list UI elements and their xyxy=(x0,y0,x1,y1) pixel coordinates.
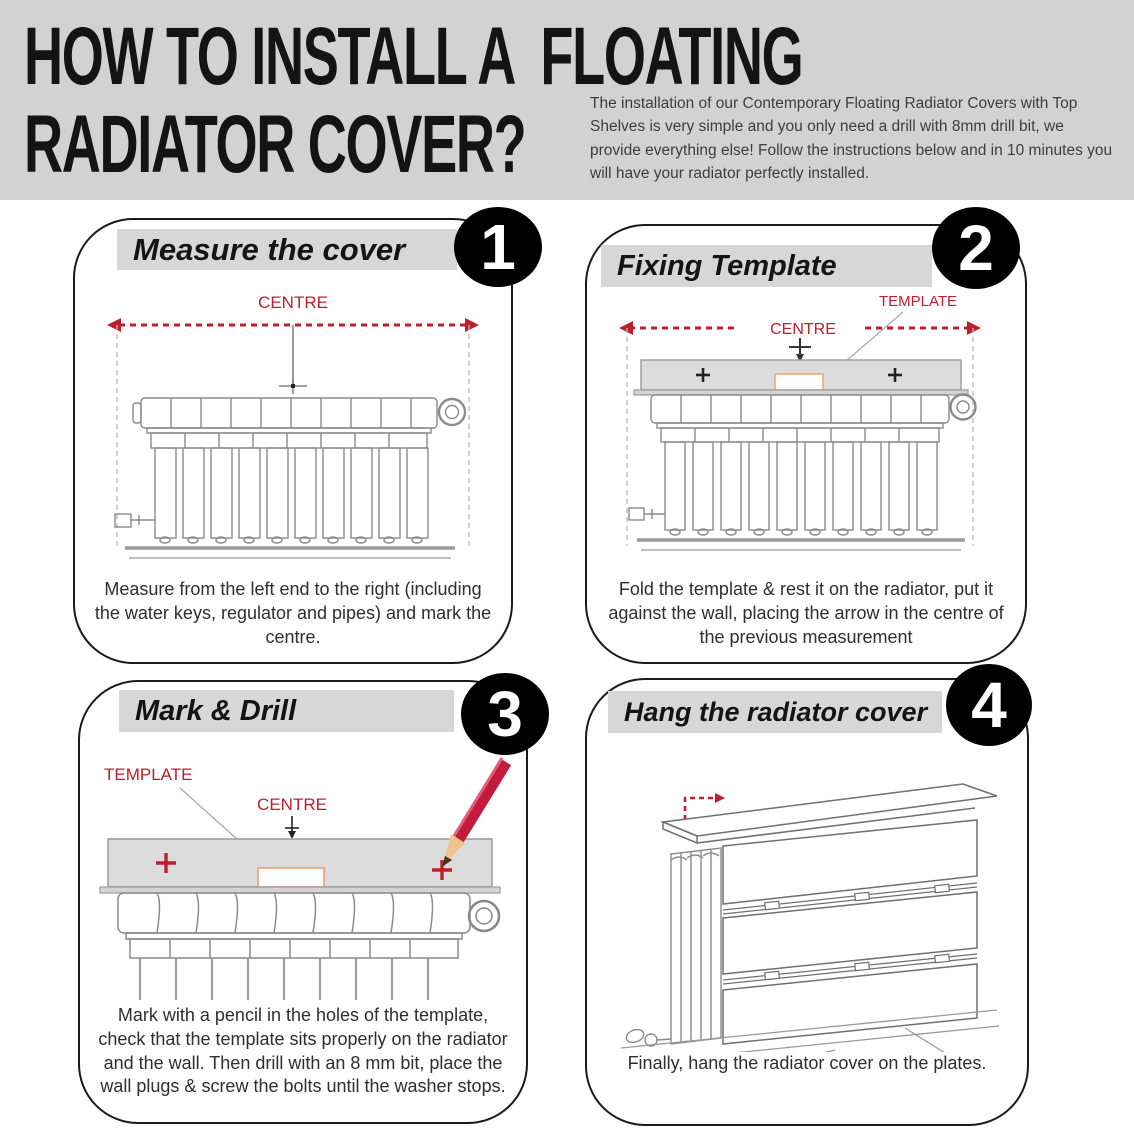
template-slot xyxy=(775,374,823,390)
step4-hang-cover-illustration xyxy=(605,742,1009,1052)
step3-centre-label: CENTRE xyxy=(257,795,327,814)
step4-title: Hang the radiator cover xyxy=(608,691,942,733)
valve-icon xyxy=(115,514,155,527)
step4-number-badge: 4 xyxy=(946,664,1032,746)
intro-paragraph: The installation of our Contemporary Floating Radiator Covers with Top Shelves is very simple and you only need a drill with 8mm drill bit, we provide everything else! Follow the instructions below and in 10 minutes you will have your radiator perfectly installed. xyxy=(590,95,1113,182)
valve-icon xyxy=(629,508,665,520)
template-leader-line xyxy=(180,788,238,840)
radiator-behind-drawing xyxy=(624,848,721,1046)
page-title-line1: HOW TO INSTALL A FLOATING xyxy=(24,11,803,102)
step1-title: Measure the cover xyxy=(117,229,457,270)
step1-panel xyxy=(73,211,516,664)
step3-mark-drill-illustration xyxy=(90,750,514,1002)
template-bar xyxy=(634,360,968,395)
step2-caption: Fold the template & rest it on the radiator, put it against the wall, placing the arrow in the centre of the previous measurement xyxy=(608,579,1004,647)
radiator-drawing xyxy=(115,398,465,558)
radiator-drawing xyxy=(629,395,976,551)
step4-panel xyxy=(585,669,1029,1126)
template-leader-line xyxy=(845,312,903,362)
step2-title: Fixing Template xyxy=(601,245,932,287)
step2-template-illustration xyxy=(603,290,1009,578)
step2-centre-label: CENTRE xyxy=(770,321,836,338)
step2-number-badge: 2 xyxy=(932,207,1020,289)
step3-title: Mark & Drill xyxy=(119,690,454,732)
step1-centre-label: CENTRE xyxy=(258,293,328,312)
header-banner xyxy=(0,0,1134,200)
radiator-fins xyxy=(665,442,937,535)
template-slot xyxy=(258,868,324,887)
centre-mark-icon xyxy=(285,816,299,839)
centre-mark-icon xyxy=(789,338,811,362)
radiator-drawing xyxy=(118,893,499,1000)
step1-radiator-illustration xyxy=(95,290,491,578)
radiator-fins xyxy=(140,958,428,1000)
step3-panel xyxy=(78,680,528,1124)
step2-template-label: TEMPLATE xyxy=(878,293,958,310)
step3-number-badge: 3 xyxy=(461,673,549,755)
page-title-line2: RADIATOR COVER? xyxy=(24,99,526,190)
cover-drawing xyxy=(663,784,997,1044)
centre-mark-icon xyxy=(279,325,307,394)
step4-caption: Finally, hang the radiator cover on the plates. xyxy=(627,1053,987,1073)
radiator-fins xyxy=(155,448,428,543)
step1-caption: Measure from the left end to the right (including the water keys, regulator and pipes) and mark the centre. xyxy=(94,579,492,647)
step1-number-badge: 1 xyxy=(454,207,542,287)
step3-template-label: TEMPLATE xyxy=(104,765,193,784)
step3-caption: Mark with a pencil in the holes of the template, check that the template sits properly on the radiator and the wall. Then drill with an 8 mm bit, place the wall plugs & screw the bolts until the washer stops. xyxy=(98,1005,508,1097)
step2-panel xyxy=(585,212,1027,664)
template-bar xyxy=(100,839,500,893)
